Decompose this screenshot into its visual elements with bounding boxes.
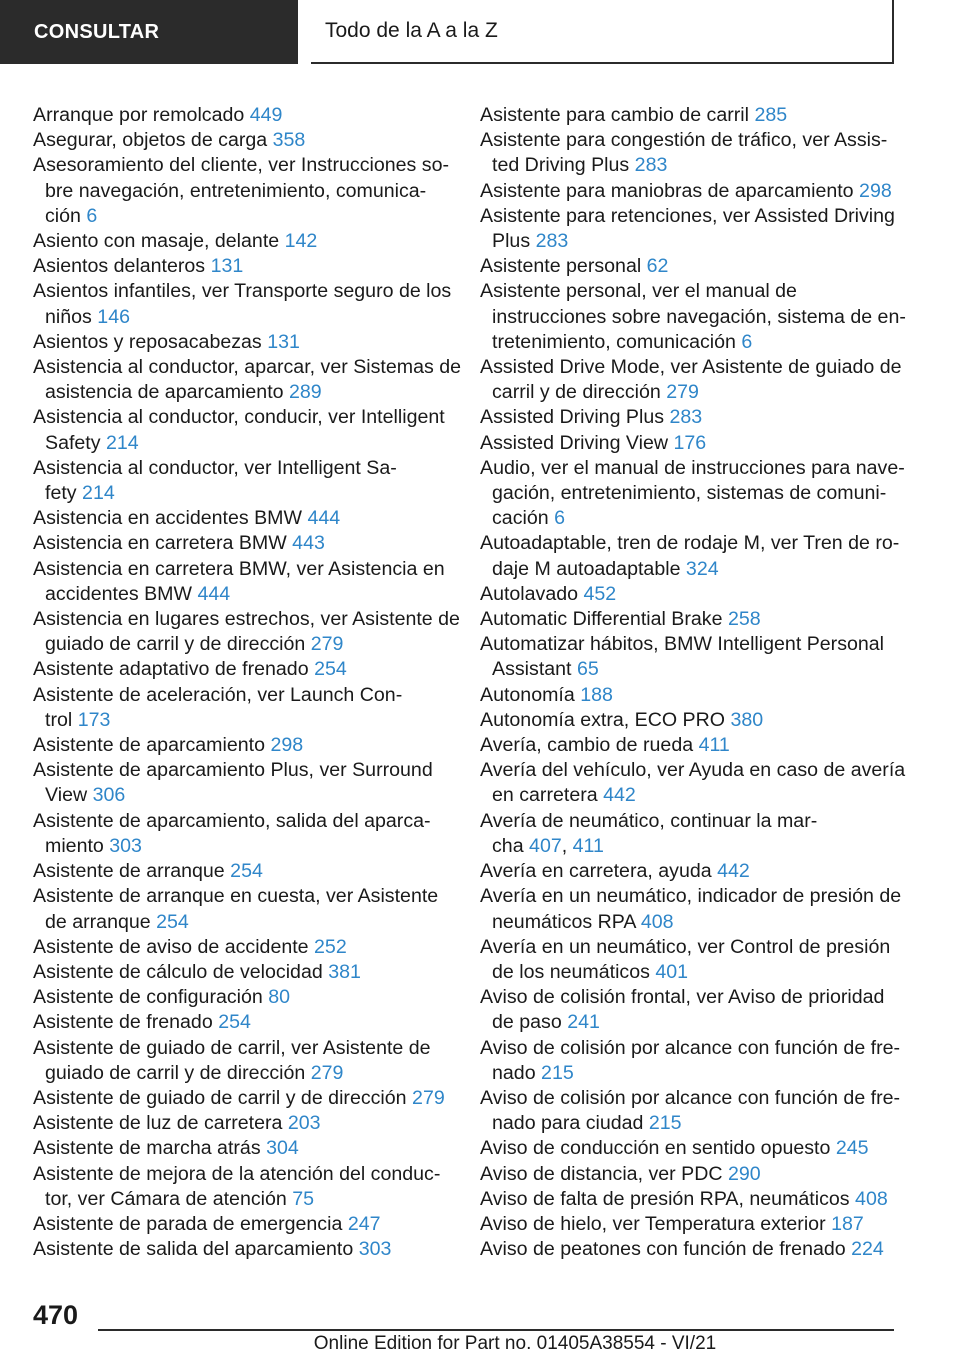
index-entry-text: Aviso de colisión por alcance con función de fre- — [480, 1036, 901, 1059]
index-entry — [33, 960, 451, 985]
page-link[interactable]: 381 — [328, 960, 361, 983]
page-link[interactable]: 203 — [287, 1112, 321, 1135]
index-entry — [33, 1111, 451, 1136]
index-entry-text: Asistente para retenciones, ver Assisted Driving — [480, 204, 895, 227]
page-link[interactable]: 252 — [314, 935, 347, 958]
page-link[interactable]: 80 — [268, 986, 291, 1009]
index-entry-text: asistencia de aparcamiento — [45, 381, 284, 404]
page-link[interactable]: 176 — [673, 431, 707, 454]
index-entry — [33, 1212, 451, 1237]
page-link[interactable]: 279 — [310, 633, 344, 656]
index-entry-text: accidentes BMW — [45, 582, 193, 605]
index-entry — [480, 733, 898, 758]
index-entry-text: View — [45, 784, 88, 807]
index-entry-text: Asistente de frenado — [33, 1011, 213, 1034]
index-entry-text: Asistente personal, ver el manual de — [480, 280, 797, 303]
index-entry-text: Asegurar, objetos de carga — [33, 129, 268, 152]
index-entry-text: cación — [492, 507, 549, 530]
page-link[interactable]: 62 — [646, 255, 669, 278]
index-entry-text: Asistente para congestión de tráfico, ver Assis- — [480, 129, 888, 152]
index-entry-text: bre navegación, entretenimiento, comunica- — [45, 179, 427, 202]
index-entry-text: Asistente de configuración — [33, 986, 263, 1009]
index-entry-text: Asistencia en carretera BMW, ver Asistencia en — [33, 557, 445, 580]
index-entry — [33, 355, 462, 405]
index-entry-text: Asistente de aparcamiento, salida del aparca- — [33, 809, 431, 832]
index-entry-text: Asistencia al conductor, aparcar, ver Sistemas de — [33, 356, 462, 379]
index-entry — [33, 1162, 451, 1212]
index-column-left — [33, 103, 462, 1262]
index-entry — [33, 103, 451, 128]
page-link[interactable]: 444 — [307, 507, 341, 530]
index-entry-text: Asistente de luz de carretera — [33, 1112, 283, 1135]
page-link[interactable]: 452 — [583, 582, 617, 605]
page-link[interactable]: 303 — [109, 834, 142, 857]
index-entry — [33, 733, 451, 758]
index-entry-text: Asistente de parada de emergencia — [33, 1212, 343, 1235]
index-entry — [480, 1162, 898, 1187]
index-entry — [33, 456, 451, 506]
page-link[interactable]: 258 — [727, 608, 761, 631]
index-entry — [33, 153, 451, 229]
index-entry-text: Asistente de guiado de carril y de dirección — [33, 1086, 407, 1109]
index-entry-text: Autonomía — [480, 683, 575, 706]
index-entry — [480, 708, 898, 733]
index-entry — [480, 1136, 898, 1161]
index-entry — [33, 330, 451, 355]
index-entry-text: Asistencia en lugares estrechos, ver Asistente de — [33, 608, 460, 631]
index-entry-text: en carretera — [492, 784, 598, 807]
index-entry — [480, 935, 898, 985]
index-entry-text: Avería en un neumático, indicador de presión de — [480, 885, 902, 908]
chapter-header — [311, 0, 894, 64]
index-entry — [480, 758, 906, 808]
index-entry-text: Arranque por remolcado — [33, 104, 245, 126]
page-link[interactable]: 241 — [567, 1011, 600, 1034]
index-entry — [480, 607, 898, 632]
index-entry-text: Asistente para maniobras de aparcamiento — [480, 179, 854, 202]
index-entry — [480, 859, 898, 884]
index-entry-text: instrucciones sobre navegación, sistema de en- — [492, 305, 906, 328]
page-link[interactable]: 407 — [529, 834, 562, 857]
index-entry-text: Avería, cambio de rueda — [480, 734, 694, 757]
index-entry-text: Avería en un neumático, ver Control de presión — [480, 935, 891, 958]
section-title: CONSULTAR — [34, 20, 160, 43]
page-link[interactable]: 75 — [292, 1187, 315, 1210]
index-entry-text: Aviso de colisión frontal, ver Aviso de prioridad — [480, 986, 885, 1009]
index-entry-text: miento — [45, 834, 104, 857]
index-entry — [33, 1237, 451, 1262]
index-entry-text: de paso — [492, 1011, 562, 1034]
index-entry-text: Aviso de colisión por alcance con función de fre- — [480, 1086, 901, 1109]
page-link[interactable]: 279 — [666, 381, 699, 404]
page-link[interactable]: 214 — [106, 431, 139, 454]
index-entry-text: Asistente de arranque — [33, 860, 225, 883]
page-link[interactable]: 254 — [314, 658, 347, 681]
index-entry-text: Asistente de arranque en cuesta, ver Asistente — [33, 885, 439, 908]
page-link[interactable]: 65 — [576, 658, 599, 681]
index-entry-text: Asistencia al conductor, ver Intelligent Sa- — [33, 456, 397, 479]
page-link[interactable]: 188 — [580, 683, 613, 706]
page-link[interactable]: 444 — [197, 582, 231, 605]
index-entry-text: Asistente de cálculo de velocidad — [33, 960, 323, 983]
index-entry-text: Aviso de hielo, ver Temperatura exterior — [480, 1212, 826, 1235]
page-link[interactable]: 245 — [835, 1137, 869, 1160]
index-entry-text: fety — [45, 482, 77, 505]
page-link[interactable]: 142 — [284, 230, 318, 253]
index-entry-text: Autoadaptable, tren de rodaje M, ver Tren de ro- — [480, 532, 900, 555]
index-entry-text: Asistente de aviso de accidente — [33, 935, 309, 958]
index-entry — [33, 607, 460, 657]
index-entry-text: Avería del vehículo, ver Ayuda en caso de avería — [480, 759, 906, 782]
index-entry — [480, 254, 898, 279]
index-entry — [480, 1187, 898, 1212]
index-entry — [33, 884, 451, 934]
index-entry-text: Plus — [492, 230, 531, 253]
index-entry — [33, 531, 451, 556]
index-entry — [33, 557, 451, 607]
index-entry — [480, 683, 898, 708]
index-entry-text: gación, entretenimiento, sistemas de comuni- — [492, 482, 887, 505]
index-entry-text: Asientos infantiles, ver Transporte seguro de los — [33, 280, 452, 303]
index-entry-text: Asistencia en accidentes BMW — [33, 507, 302, 530]
page-link[interactable]: 224 — [851, 1238, 884, 1261]
index-entry — [33, 128, 451, 153]
index-entry-text: Asientos delanteros — [33, 255, 206, 278]
page-link[interactable]: 131 — [267, 330, 300, 353]
index-entry — [480, 884, 902, 934]
page-link[interactable]: 380 — [730, 708, 764, 731]
index-entry — [480, 1036, 901, 1086]
index-entry-text: Asistente de guiado de carril, ver Asistente de — [33, 1036, 431, 1059]
index-entry-text: Asistente de marcha atrás — [33, 1137, 261, 1160]
index-entry — [480, 1237, 898, 1262]
index-entry-text: Asiento con masaje, delante — [33, 230, 280, 253]
index-entry — [33, 758, 451, 808]
page-link[interactable]: 283 — [669, 406, 703, 429]
index-entry-text: nado — [492, 1061, 536, 1084]
page-link[interactable]: 254 — [230, 860, 263, 883]
index-entry — [480, 582, 898, 607]
index-entry-text: neumáticos RPA — [492, 910, 636, 933]
page-link[interactable]: 283 — [634, 154, 668, 177]
index-entry-text: Assisted Driving Plus — [480, 406, 665, 429]
index-entry-text: cha — [492, 834, 524, 857]
index-entry-text: de arranque — [45, 910, 151, 933]
page-link[interactable]: 290 — [727, 1162, 761, 1185]
index-entry — [33, 859, 451, 884]
index-entry: Avería de neumático, continuar la mar- cha 407, 411 — [480, 809, 818, 857]
index-entry-text: Assisted Drive Mode, ver Asistente de guiado de — [480, 356, 902, 379]
index-entry-text: Asistente de salida del aparcamiento — [33, 1238, 354, 1261]
index-entry — [480, 204, 898, 254]
index-column-right — [480, 103, 906, 1262]
index-entry-text: Audio, ver el manual de instrucciones para nave- — [480, 456, 905, 479]
index-entry — [33, 683, 451, 733]
index-entry-text: Asistente de aceleración, ver Launch Con- — [33, 683, 403, 706]
index-entry-text: Asistencia en carretera BMW — [33, 532, 287, 555]
index-entry — [480, 531, 898, 581]
chapter-title: Todo de la A a la Z — [325, 19, 498, 42]
index-entry-text: trol — [45, 708, 73, 731]
footer-divider — [98, 1329, 894, 1331]
index-entry — [480, 128, 898, 178]
index-entry-text: Asistente de mejora de la atención del conduc- — [33, 1162, 441, 1185]
index-entry-text: Automatizar hábitos, BMW Intelligent Personal — [480, 633, 885, 656]
index-entry — [480, 1086, 901, 1136]
page-link[interactable]: 298 — [859, 179, 892, 202]
page-link[interactable]: 6 — [554, 507, 565, 530]
page-link[interactable]: 358 — [272, 129, 306, 152]
index-entry — [480, 632, 898, 682]
index-entry-text: tor, ver Cámara de atención — [45, 1187, 287, 1210]
index-entry — [33, 809, 451, 859]
page-link[interactable]: 214 — [82, 482, 115, 505]
index-entry — [480, 431, 898, 456]
index-entry — [480, 279, 906, 355]
index-entry — [480, 456, 905, 532]
page-link[interactable]: 283 — [535, 230, 569, 253]
index-entry-text: Aviso de peatones con función de frenado — [480, 1238, 846, 1261]
index-entry-text: Asistencia al conductor, conducir, ver Intelligent — [33, 406, 445, 429]
index-entry — [33, 935, 451, 960]
index-entry — [33, 985, 451, 1010]
page-link[interactable]: 401 — [655, 960, 689, 983]
index-entry-text: Avería en carretera, ayuda — [480, 860, 712, 883]
page-link[interactable]: 279 — [412, 1086, 445, 1109]
index-entry — [33, 1136, 451, 1161]
index-entry-text: Asesoramiento del cliente, ver Instrucciones so- — [33, 154, 450, 177]
index-entry-text: guiado de carril y de dirección — [45, 633, 306, 656]
index-entry-text: Safety — [45, 431, 101, 454]
index-entry — [480, 1212, 898, 1237]
page-link[interactable]: 146 — [97, 305, 130, 328]
index-entry-text: niños — [45, 305, 92, 328]
page-link[interactable]: 411 — [698, 734, 730, 757]
index-entry — [33, 1086, 451, 1111]
page-link[interactable]: 187 — [831, 1212, 864, 1235]
page-link[interactable]: 303 — [358, 1238, 392, 1261]
page-link[interactable]: 279 — [310, 1061, 344, 1084]
index-entry — [33, 506, 451, 531]
index-entry-text: Avería de neumático, continuar la mar- — [480, 809, 818, 832]
index-entry-text: ted Driving Plus — [492, 154, 630, 177]
page-link[interactable]: 442 — [603, 784, 636, 807]
index-entry — [33, 254, 451, 279]
page-link[interactable]: 304 — [266, 1137, 299, 1160]
page-link[interactable]: 6 — [741, 330, 753, 353]
page-link[interactable]: 298 — [270, 734, 304, 757]
index-entry-text: Automatic Differential Brake — [480, 608, 723, 631]
index-entry-text: Assisted Driving View — [480, 431, 669, 454]
index-entry — [33, 1010, 451, 1035]
index-entry — [33, 229, 451, 254]
page-link[interactable]: 449 — [249, 104, 283, 126]
index-entry — [480, 405, 898, 430]
index-entry-text: Asistente adaptativo de frenado — [33, 658, 309, 681]
page-link[interactable]: 324 — [685, 557, 719, 580]
index-entry-text: tretenimiento, comunicación — [492, 330, 736, 353]
index-entry-text: Asientos y reposacabezas — [33, 330, 262, 353]
page-link[interactable]: 411 — [572, 834, 604, 857]
index-entry-text: carril y de dirección — [492, 381, 661, 404]
page-link[interactable]: 254 — [156, 910, 189, 933]
page-link[interactable]: 443 — [292, 532, 325, 555]
page-link[interactable]: 289 — [288, 381, 322, 404]
page-link[interactable]: 173 — [77, 708, 111, 731]
page-link[interactable]: 285 — [754, 104, 788, 126]
page-link[interactable]: 215 — [541, 1061, 574, 1084]
footer-edition: Online Edition for Part no. 01405A38554 - VI/21 — [313, 1333, 717, 1354]
section-tab — [0, 0, 298, 64]
page-link[interactable]: 131 — [210, 255, 244, 278]
index-entry-text: guiado de carril y de dirección — [45, 1061, 306, 1084]
page-number: 470 — [33, 1300, 79, 1330]
index-entry — [33, 405, 451, 455]
index-entry-text: de los neumáticos — [492, 960, 650, 983]
index-entry-text: Autonomía extra, ECO PRO — [480, 708, 726, 731]
index-entry-text: Asistente de aparcamiento — [33, 734, 265, 757]
index-entry-text: daje M autoadaptable — [492, 557, 681, 580]
page-link[interactable]: 247 — [347, 1212, 381, 1235]
index-entry — [33, 657, 451, 682]
page-link[interactable]: 215 — [648, 1112, 682, 1135]
index-entry-text: Asistente de aparcamiento Plus, ver Surround — [33, 759, 433, 782]
page-link[interactable]: 408 — [640, 910, 674, 933]
index-entry — [480, 103, 898, 128]
index-entry-text: Aviso de falta de presión RPA, neumáticos — [480, 1187, 850, 1210]
index-entry — [33, 279, 451, 329]
index-entry-text: ción — [45, 204, 81, 227]
page-link[interactable]: 306 — [92, 784, 126, 807]
page-link[interactable]: 408 — [855, 1187, 888, 1210]
index-entry-text: Asistente personal — [480, 255, 642, 278]
index-entry-text: Aviso de distancia, ver PDC — [480, 1162, 723, 1185]
index-entry — [480, 355, 902, 405]
page-link[interactable]: 442 — [717, 860, 750, 883]
index-entry — [480, 179, 898, 204]
index-entry-text: Assistant — [492, 658, 572, 681]
page-link[interactable]: 254 — [218, 1011, 251, 1034]
index-entry-text: Asistente para cambio de carril — [480, 104, 749, 126]
index-entry-text: nado para ciudad — [492, 1112, 644, 1135]
page-link[interactable]: 6 — [86, 204, 98, 227]
index-entry-text: Aviso de conducción en sentido opuesto — [480, 1137, 831, 1160]
index-entry — [480, 985, 898, 1035]
index-entry — [33, 1036, 451, 1086]
index-entry-text: Autolavado — [480, 582, 579, 605]
